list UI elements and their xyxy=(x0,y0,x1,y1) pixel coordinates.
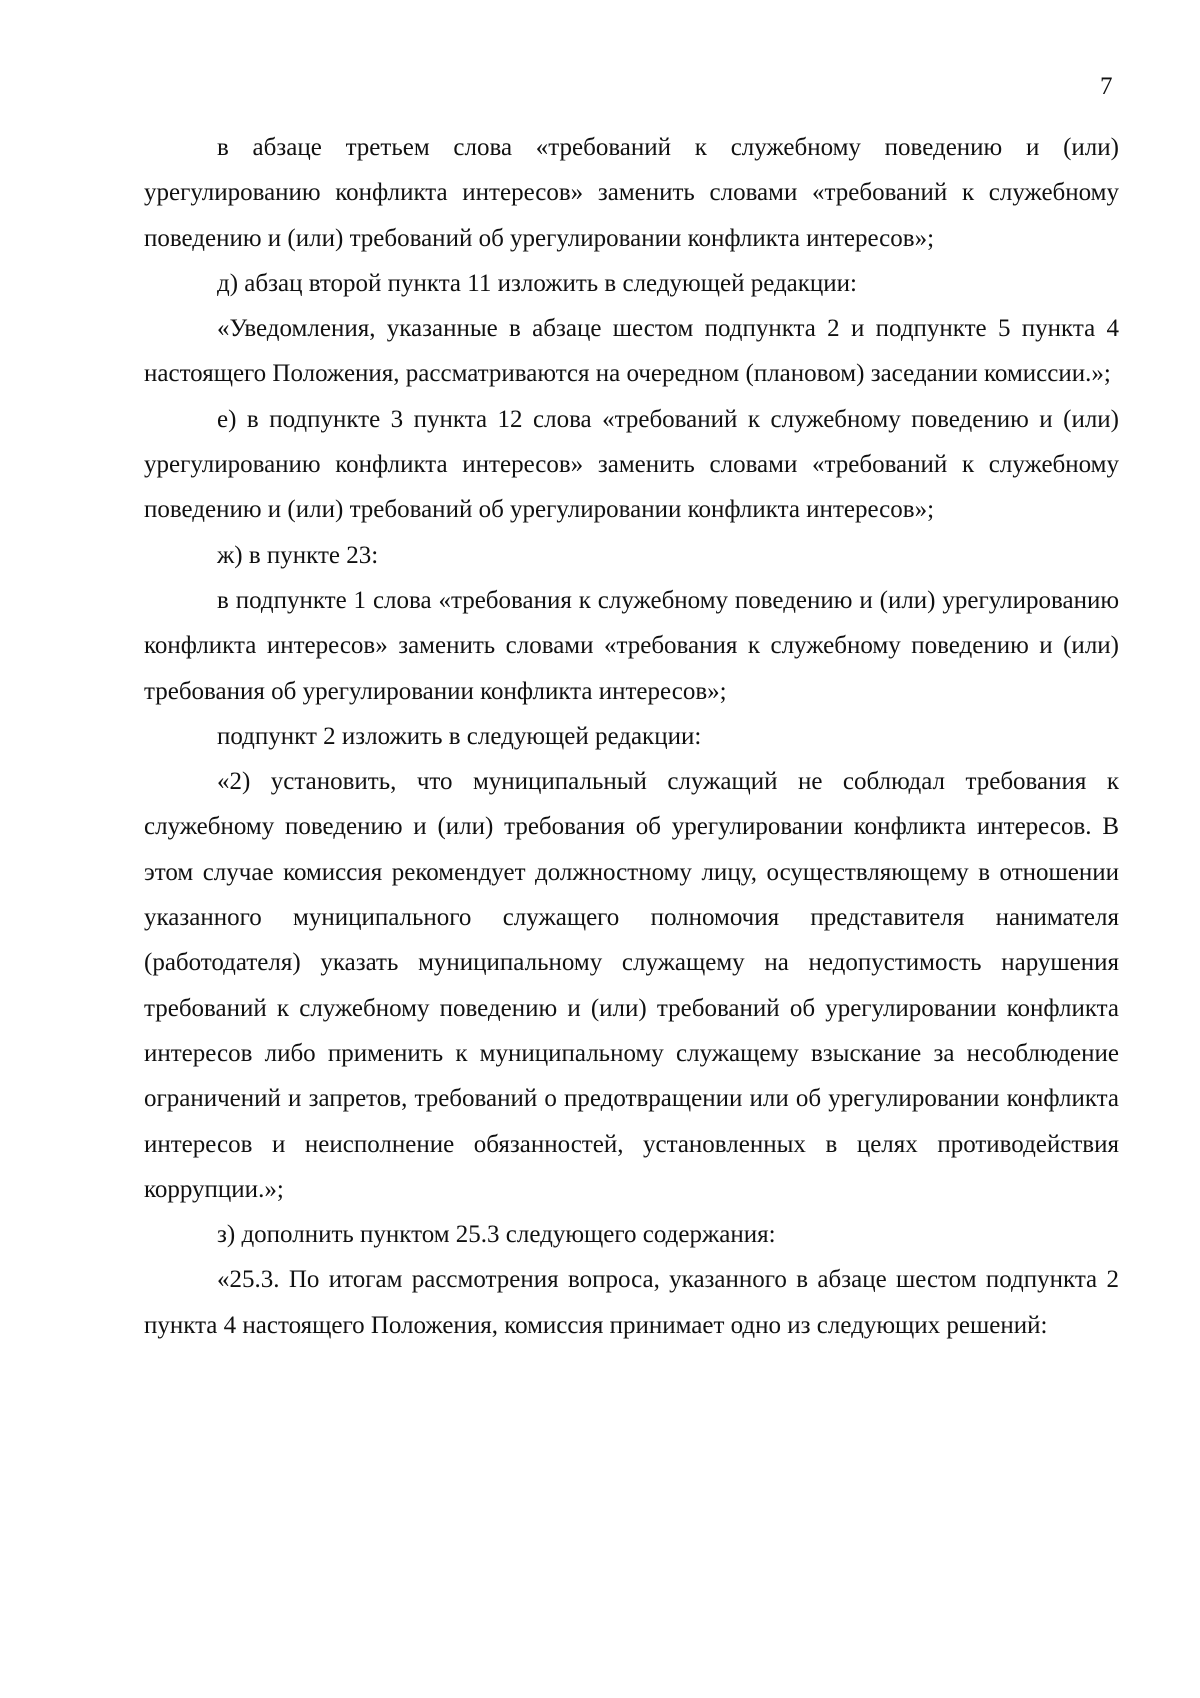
paragraph-item-e: е) в подпункте 3 пункта 12 слова «требований к служебному поведению и (или) урегулированию конфликта интересов» заменить словами «требований к служебному поведению и (или) требований об урегулировании конфликта интересов»; xyxy=(144,405,1119,524)
paragraph-item-25-3-quote: «25.3. По итогам рассмотрения вопроса, указанного в абзаце шестом подпункта 2 пункта 4 настоящего Положения, комиссия принимает одно из следующих решений: xyxy=(144,1266,1119,1339)
paragraph-subitem-1: в подпункте 1 слова «требования к служебному поведению и (или) урегулированию конфликта интересов» заменить словами «требования к служебному поведению и (или) требования об урегулировании конфликта интересов»; xyxy=(144,586,1119,705)
document-body xyxy=(144,125,1119,1348)
page-number: 7 xyxy=(1100,73,1113,100)
paragraph-subitem-2-intro: подпункт 2 изложить в следующей редакции: xyxy=(217,722,702,750)
paragraph-subitem-2-quote: «2) установить, что муниципальный служащий не соблюдал требования к служебному поведению и (или) требования об урегулировании конфликта интересов. В этом случае комиссия рекомендует должностному лицу, осуществляющему в отношении указанного муниципального служащего полномочия представителя нанимателя (работодателя) указать муниципальному служащему на недопустимость нарушения требований к служебному поведению и (или) требований об урегулировании конфликта интересов либо применить к муниципальному служащему взыскание за несоблюдение ограничений и запретов, требований о предотвращении или об урегулировании конфликта интересов и неисполнение обязанностей, установленных в целях противодействия коррупции.»; xyxy=(144,768,1119,1203)
paragraph-item-zh: ж) в пункте 23: xyxy=(217,541,379,569)
paragraph-item-d: д) абзац второй пункта 11 изложить в следующей редакции: xyxy=(217,269,858,297)
paragraph-notifications-quote: «Уведомления, указанные в абзаце шестом подпункта 2 и подпункте 5 пункта 4 настоящего Положения, рассматриваются на очередном (плановом) заседании комиссии.»; xyxy=(144,315,1119,388)
paragraph-item-z: з) дополнить пунктом 25.3 следующего содержания: xyxy=(217,1221,776,1249)
paragraph-abzac-tretiem: в абзаце третьем слова «требований к служебному поведению и (или) урегулированию конфликта интересов» заменить словами «требований к служебному поведению и (или) требований об урегулировании конфликта интересов»; xyxy=(144,134,1119,252)
